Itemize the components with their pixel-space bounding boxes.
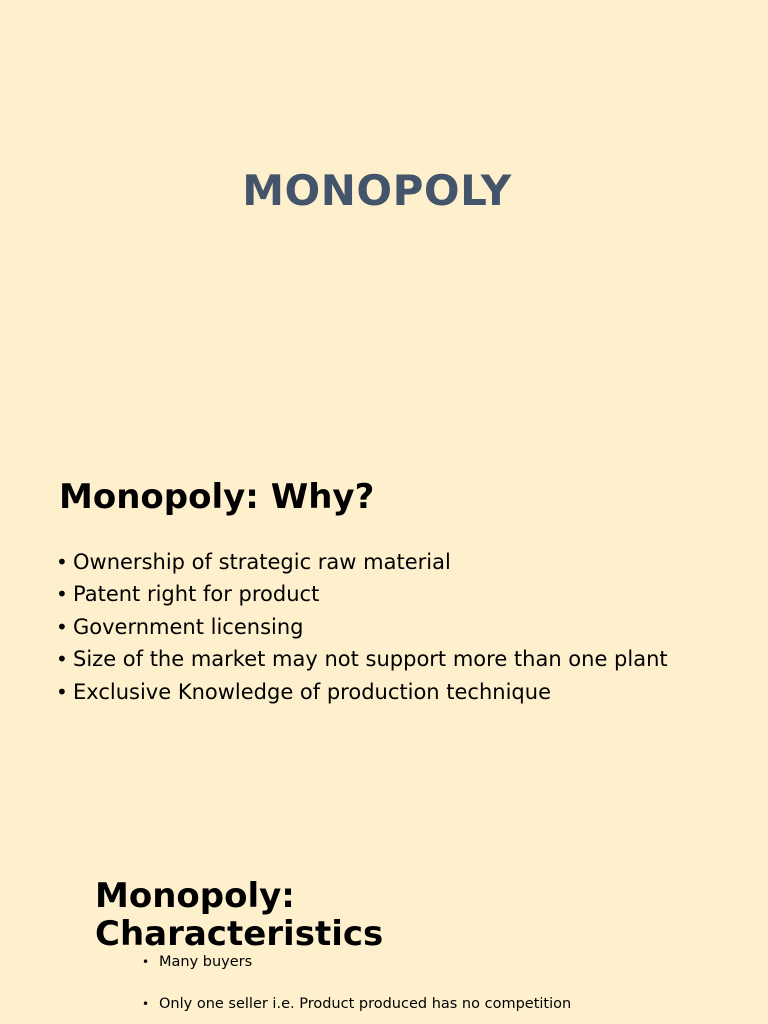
list-item-text: Patent right for product bbox=[73, 582, 320, 607]
characteristics-bullet-list bbox=[142, 952, 571, 1014]
bullet-icon: • bbox=[142, 955, 150, 969]
list-item bbox=[142, 952, 571, 972]
list-item-text: Government licensing bbox=[73, 614, 304, 639]
list-item-text: Size of the market may not support more than one plant bbox=[73, 647, 668, 672]
bullet-icon: • bbox=[56, 647, 68, 672]
list-item bbox=[56, 578, 668, 610]
list-item-text: Many buyers bbox=[159, 954, 253, 970]
bullet-icon: • bbox=[56, 582, 68, 607]
why-heading: Monopoly: Why? bbox=[59, 477, 375, 517]
characteristics-heading-line1: Monopoly: bbox=[95, 876, 295, 916]
list-item bbox=[56, 611, 668, 643]
list-item-text: Ownership of strategic raw material bbox=[73, 550, 451, 574]
characteristics-heading-line2: Characteristics bbox=[95, 914, 384, 954]
list-item-text: Exclusive Knowledge of production technique bbox=[73, 679, 551, 704]
list-item bbox=[56, 643, 668, 675]
bullet-icon: • bbox=[56, 550, 68, 574]
bullet-icon: • bbox=[56, 614, 68, 639]
slide-title: MONOPOLY bbox=[242, 166, 512, 215]
why-bullet-list bbox=[56, 546, 668, 708]
characteristics-heading bbox=[95, 877, 383, 953]
bullet-icon: • bbox=[142, 997, 150, 1011]
list-item-text: Only one seller i.e. Product produced has no competition bbox=[159, 996, 572, 1012]
bullet-icon: • bbox=[56, 679, 68, 704]
list-item bbox=[142, 994, 571, 1014]
list-item bbox=[56, 546, 668, 578]
list-item bbox=[56, 676, 668, 708]
